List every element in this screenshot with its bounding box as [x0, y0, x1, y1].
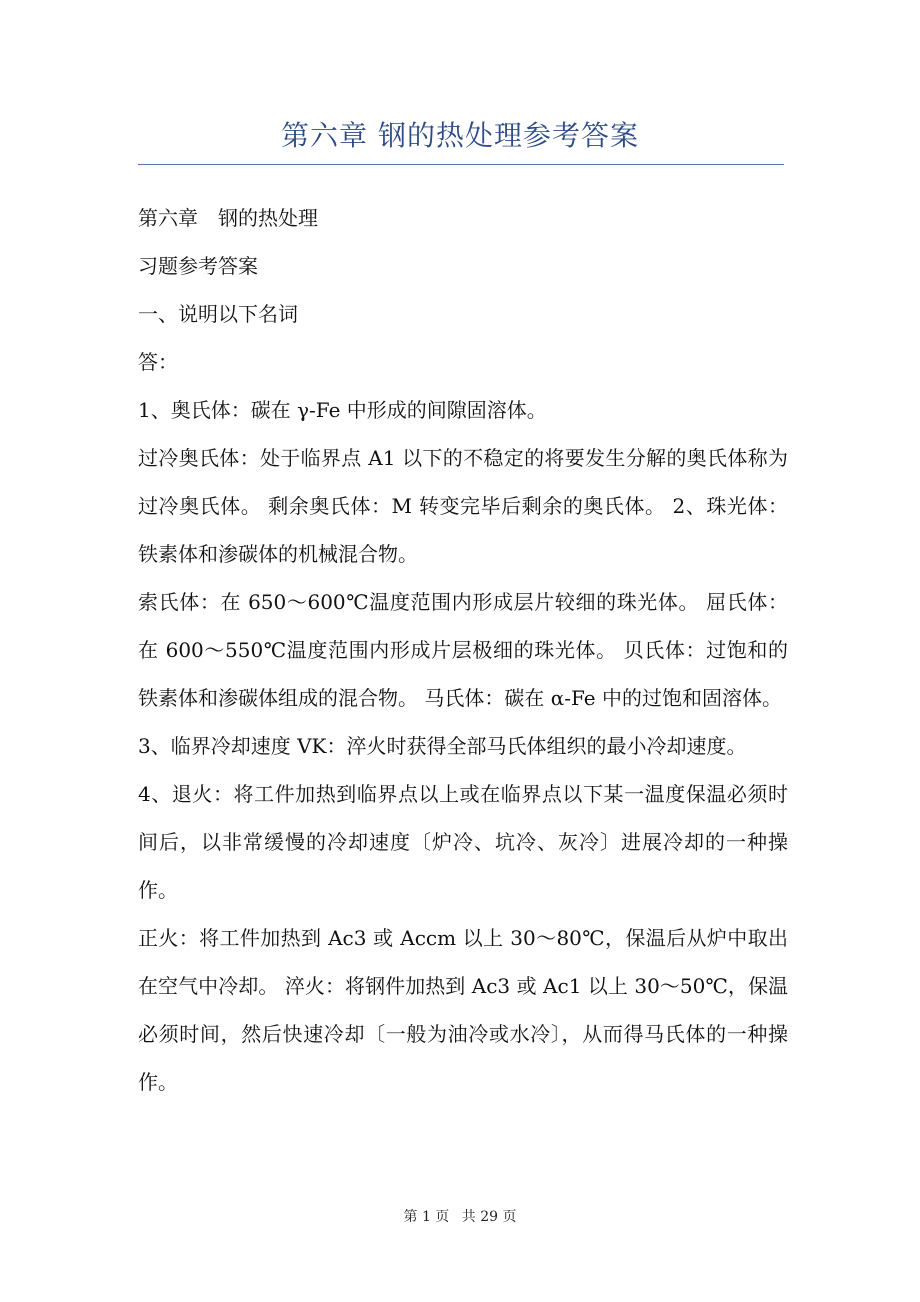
paragraph-normalizing: 正火：将工件加热到 Ac3 或 Accm 以上 30～80℃，保温后从炉中取出在空气中冷却。 淬火：将钢件加热到 Ac3 或 Ac1 以上 30～50℃，保温必须时间，然后快速冷却〔一般为油冷或水冷〕，从而得马氏体的一种操作。: [138, 926, 788, 1094]
page-number: 第 1 页: [403, 1209, 450, 1225]
paragraph-austenite: 1、奥氏体：碳在 γ-Fe 中形成的间隙固溶体。: [138, 398, 547, 422]
paragraph-chapter-heading: 第六章 钢的热处理: [138, 206, 318, 230]
paragraph-sorbite: 索氏体：在 650～600℃温度范围内形成层片较细的珠光体。 屈氏体：在 600～550℃温度范围内形成片层极细的珠光体。 贝氏体：过饱和的铁素体和渗碳体组成的混合物。 马氏体：碳在 α-Fe 中的过饱和固溶体。: [138, 590, 788, 710]
paragraph-critical-cooling-rate: 3、临界冷却速度 VK：淬火时获得全部马氏体组织的最小冷却速度。: [138, 734, 747, 758]
paragraph-section-heading: 一、说明以下名词: [138, 302, 298, 326]
paragraph-subtitle: 习题参考答案: [138, 254, 258, 278]
page-footer: [0, 1206, 920, 1226]
paragraph-supercooled-austenite: 过冷奥氏体：处于临界点 A1 以下的不稳定的将要发生分解的奥氏体称为过冷奥氏体。 剩余奥氏体：M 转变完毕后剩余的奥氏体。 2、珠光体：铁素体和渗碳体的机械混合物。: [138, 446, 788, 566]
paragraph-annealing: 4、退火：将工件加热到临界点以上或在临界点以下某一温度保温必须时间后，以非常缓慢的冷却速度〔炉冷、坑冷、灰冷〕进展冷却的一种操作。: [138, 782, 788, 902]
document-body: [138, 194, 788, 1106]
title-divider: [138, 164, 784, 165]
page-total: 共 29 页: [461, 1209, 517, 1225]
page-title: 第六章 钢的热处理参考答案: [281, 119, 639, 152]
paragraph-answer-label: 答：: [138, 350, 178, 374]
